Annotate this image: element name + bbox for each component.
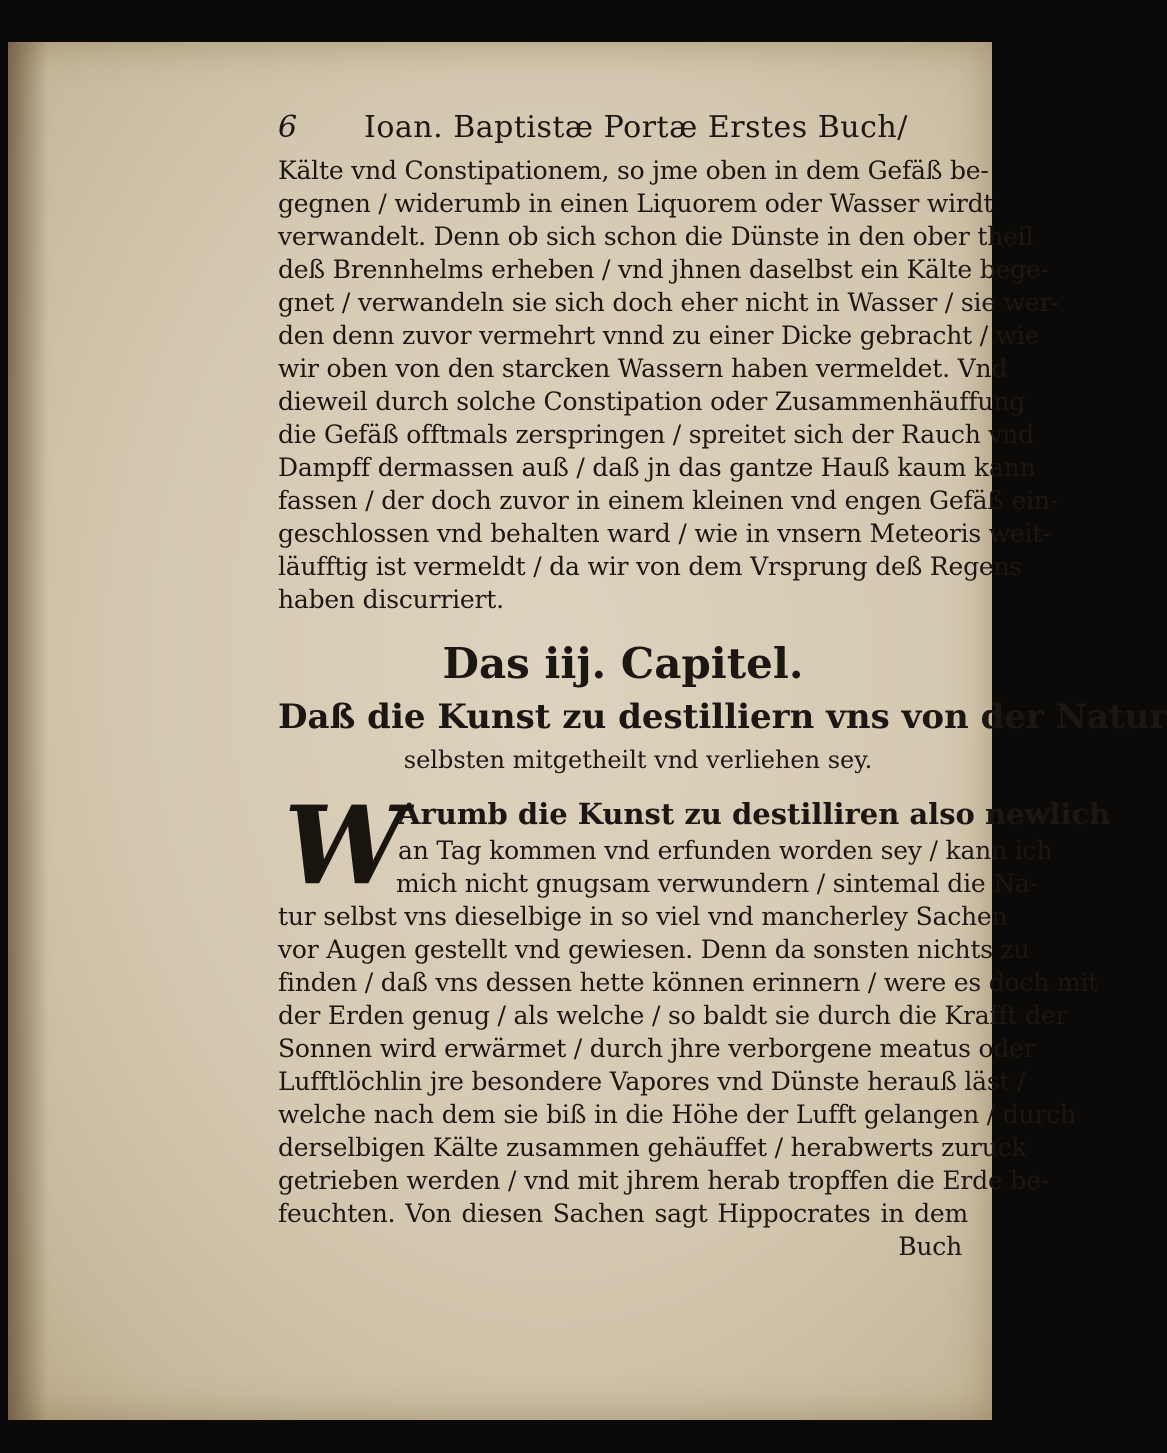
paragraph-2 (278, 783, 1111, 1263)
text-line: dieweil durch solche Constipation oder Zusammenhäuffung (278, 387, 1026, 416)
text-line: Kälte vnd Constipationem, so jme oben in dem Gefäß be- (278, 156, 989, 185)
paragraph-1 (278, 154, 1060, 616)
text-line: wir oben von den starcken Wassern haben vermeldet. Vnd (278, 354, 1008, 383)
page-text-block (278, 110, 1167, 1263)
catchword: Buch (898, 1232, 962, 1261)
text-line: Sonnen wird erwärmet / durch jhre verborgene meatus oder (278, 1034, 1036, 1063)
text-line: feuchten. Von diesen Sachen sagt Hippocrates in dem (278, 1199, 968, 1228)
chapter-subtitle-line-2: selbsten mitgetheilt vnd verliehen sey. (403, 746, 873, 774)
text-line: Dampff dermassen auß / daß jn das gantze Hauß kaum kann (278, 453, 1036, 482)
text-line: an Tag kommen vnd erfunden worden sey / kann ich (398, 836, 1053, 865)
text-line: der Erden genug / als welche / so baldt sie durch die Krafft der (278, 1001, 1068, 1030)
page-number: 6 (278, 110, 298, 145)
text-line: finden / daß vns dessen hette können erinnern / were es doch mit (278, 968, 1099, 997)
book-page (8, 42, 1167, 1420)
text-line: welche nach dem sie biß in die Höhe der Lufft gelangen / durch (278, 1100, 1076, 1129)
text-line: derselbigen Kälte zusammen gehäuffet / herabwerts zuruck (278, 1133, 1027, 1162)
text-line: mich nicht gnugsam verwundern / sintemal die Na- (396, 869, 1038, 898)
text-line: deß Brennhelms erheben / vnd jhnen daselbst ein Kälte bege- (278, 255, 1049, 284)
chapter-heading: Das iij. Capitel. (442, 639, 804, 688)
text-line: tur selbst vns dieselbige in so viel vnd mancherley Sachen (278, 902, 1008, 931)
text-line: Lufftlöchlin jre besondere Vapores vnd Dünste herauß läst / (278, 1067, 1026, 1096)
text-line: den denn zuvor vermehrt vnnd zu einer Dicke gebracht / wie (278, 321, 1040, 350)
text-line: läufftig ist vermeldt / da wir von dem Vrsprung deß Regens (278, 552, 1023, 581)
running-title: Ioan. Baptistæ Portæ Erstes Buch/ (364, 110, 908, 145)
text-line: die Gefäß offtmals zerspringen / spreitet sich der Rauch vnd (278, 420, 1034, 449)
text-line: gnet / verwandeln sie sich doch eher nicht in Wasser / sie wer- (278, 288, 1060, 317)
text-line: fassen / der doch zuvor in einem kleinen vnd engen Gefäß ein- (278, 486, 1059, 515)
decorated-initial: W (284, 783, 406, 909)
text-line: verwandelt. Denn ob sich schon die Dünste in den ober theil (278, 222, 1034, 251)
text-line: getrieben werden / vnd mit jhrem herab tropffen die Erde be- (278, 1166, 1049, 1195)
running-header (278, 110, 968, 154)
text-line: haben discurriert. (278, 585, 504, 614)
text-line: gegnen / widerumb in einen Liquorem oder Wasser wirdt (278, 189, 994, 218)
chapter-subtitle-line-1: Daß die Kunst zu destilliern vns von der Natur (278, 697, 1167, 737)
text-line: vor Augen gestellt vnd gewiesen. Denn da sonsten nichts zu (278, 935, 1030, 964)
text-line: geschlossen vnd behalten ward / wie in vnsern Meteoris weit- (278, 519, 1051, 548)
text-line: Arumb die Kunst zu destilliren also newlich (398, 797, 1111, 831)
